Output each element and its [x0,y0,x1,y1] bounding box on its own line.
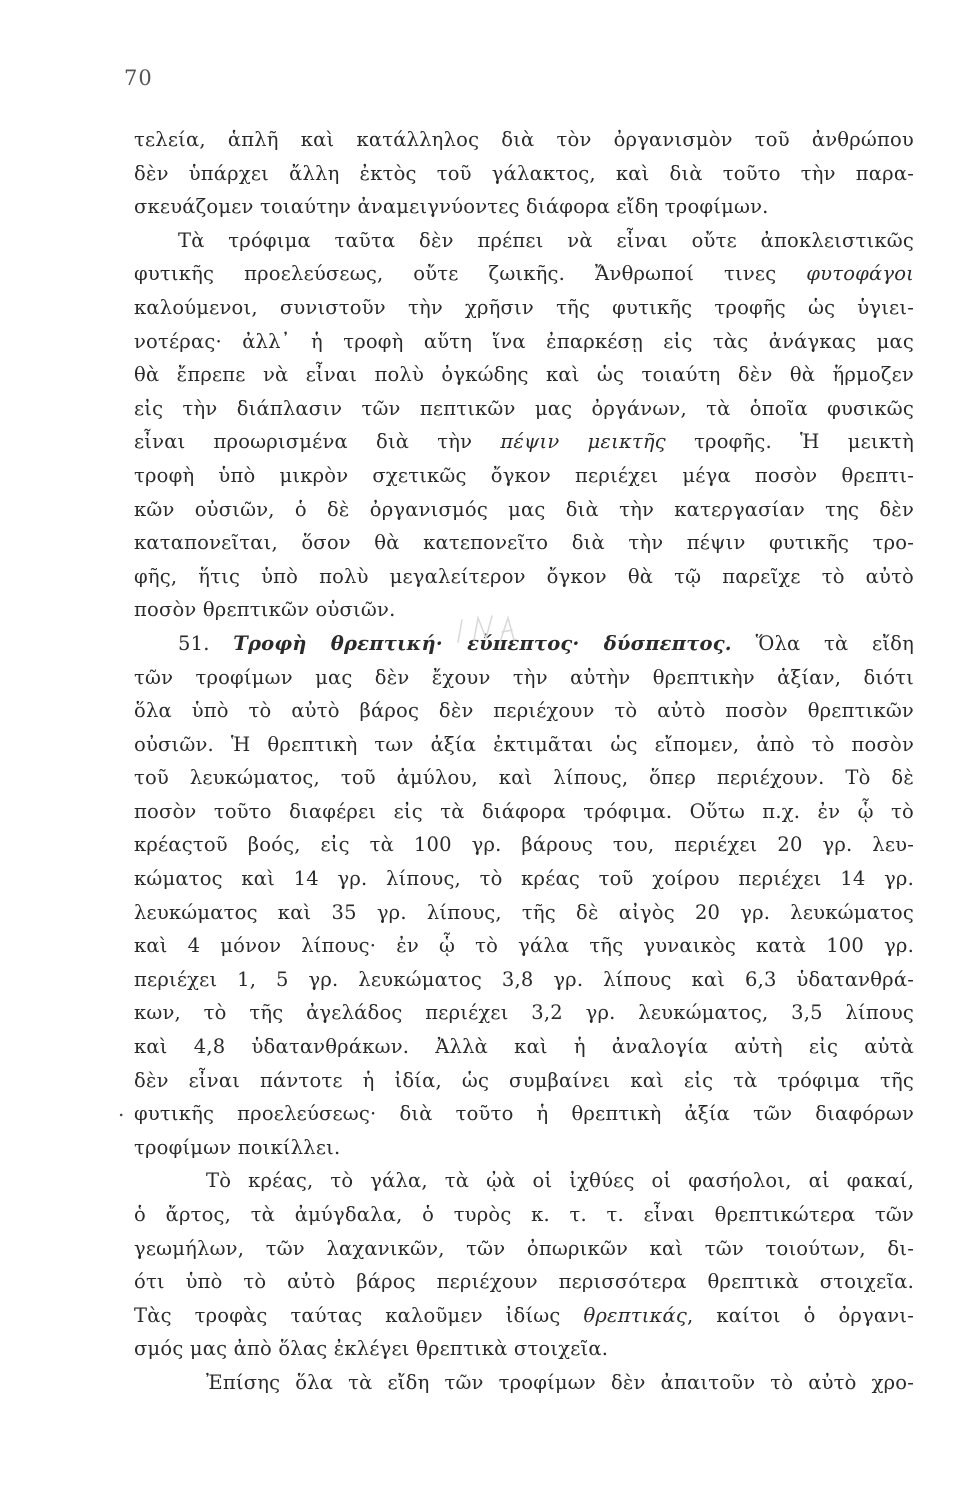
paragraph-start-line: Ἐπίσης ὅλα τὰ εἴδη τῶν τροφίμων δὲν ἀπαιτοῦν τὸ αὐτὸ χρο- [206,1370,914,1394]
text-line: δὲν εἶναι πάντοτε ἡ ἰδία, ὡς συμβαίνει καὶ εἰς τὰ τρόφιμα τῆς [134,1068,914,1092]
page-number: 70 [124,66,153,90]
text-line: δὲν ὑπάρχει ἄλλη ἐκτὸς τοῦ γάλακτος, καὶ διὰ τοῦτο τὴν παρα- [134,161,914,185]
text-line: οὐσιῶν. Ἡ θρεπτικὴ των ἀξία ἐκτιμᾶται ὡς εἴπομεν, ἀπὸ τὸ ποσὸν [134,732,914,756]
text-line: εἰς τὴν διάπλασιν τῶν πεπτικῶν μας ὀργάνων, τὰ ὁποῖα φυσικῶς [134,396,914,420]
text-line: ποσὸν θρεπτικῶν οὐσιῶν. [134,598,396,622]
italic-term: θρεπτικάς [583,1303,688,1327]
text-line: σμός μας ἀπὸ ὅλας ἐκλέγει θρεπτικὰ στοιχεῖα. [134,1337,609,1361]
text-line: κρέαςτοῦ βοός, εἰς τὰ 100 γρ. βάρους του, περιέχει 20 γρ. λευ- [134,833,914,857]
text-line: κῶν οὐσιῶν, ὁ δὲ ὀργανισμός μας διὰ τὴν κατεργασίαν της δὲν [134,497,914,521]
text-segment: εἶναι προωρισμένα διὰ τὴν [134,430,501,454]
italic-term: πέψιν μεικτῆς [500,430,666,454]
text-line: ότι ὑπὸ τὸ αὐτὸ βάρος περιέχουν περισσότερα θρεπτικὰ στοιχεῖα. [134,1270,914,1294]
paragraph-start-line: Τὸ κρέας, τὸ γάλα, τὰ ᾠὰ οἱ ἰχθύες οἱ φασήολοι, αἱ φακαί, [206,1169,914,1193]
text-line: ὁ ἄρτος, τὰ ἀμύγδαλα, ὁ τυρὸς κ. τ. τ. εἶναι θρεπτικώτερα τῶν [134,1203,914,1226]
text-line: ὅλα ὑπὸ τὸ αὐτὸ βάρος δὲν περιέχουν τὸ αὐτὸ ποσὸν θρεπτικῶν [134,699,914,723]
text-line: τροφίμων ποικίλλει. [134,1135,341,1159]
text-line: ποσὸν τοῦτο διαφέρει εἰς τὰ διάφορα τρόφιμα. Οὕτω π.χ. ἐν ᾧ τὸ [134,799,914,823]
text-line: φυτικῆς προελεύσεως· διὰ τοῦτο ἡ θρεπτικὴ ἀξία τῶν διαφόρων [134,1102,914,1126]
text-line: γεωμήλων, τῶν λαχανικῶν, τῶν ὀπωρικῶν καὶ τῶν τοιούτων, δι- [134,1236,914,1260]
text-line: καταπονεῖται, ὅσον θὰ κατεπονεῖτο διὰ τὴν πέψιν φυτικῆς τρο- [134,531,914,555]
text-line: τροφὴ ὑπὸ μικρὸν σχετικῶς ὄγκον περιέχει μέγα ποσὸν θρεπτι- [134,463,914,487]
text-line: τοῦ λευκώματος, τοῦ ἀμύλου, καὶ λίπους, ὅπερ περιέχουν. Τὸ δὲ [134,766,914,790]
text-line: τῶν τροφίμων μας δὲν ἔχουν τὴν αὐτὴν θρεπτικὴν ἀξίαν, διότι [134,665,914,689]
body-text [134,123,914,1400]
text-line [134,425,914,459]
text-segment: Ὅλα τὰ εἴδη [731,631,914,655]
text-segment: Τὰς τροφὰς ταύτας καλοῦμεν ἰδίως [134,1303,584,1327]
text-segment: τροφῆς. Ἡ μεικτὴ [665,430,914,454]
text-segment: φυτικῆς προελεύσεως, οὔτε ζωικῆς. Ἄνθρωποί τινες [134,262,807,286]
text-line: περιέχει 1, 5 γρ. λευκώματος 3,8 γρ. λίπους καὶ 6,3 ὑδατανθρά- [134,967,914,991]
text-line [134,1299,914,1333]
text-line: καλούμενοι, συνιστοῦν τὴν χρῆσιν τῆς φυτικῆς τροφῆς ὡς ὑγιει- [134,295,914,319]
text-line: κώματος καὶ 14 γρ. λίπους, τὸ κρέας τοῦ χοίρου περιέχει 14 γρ. [134,867,914,891]
text-line: φῆς, ἥτις ὑπὸ πολὺ μεγαλείτερον ὄγκον θὰ τῷ παρεῖχε τὸ αὐτὸ [134,564,914,588]
text-line: σκευάζομεν τοιαύτην ἀναμειγνύοντες διάφορα εἴδη τροφίμων. [134,195,769,219]
text-line: νοτέρας· ἀλλ᾿ ἡ τροφὴ αὕτη ἵνα ἐπαρκέσῃ εἰς τὰς ἀνάγκας μας [134,329,914,353]
margin-dot: . [118,1097,125,1121]
italic-term: φυτοφάγοι [806,262,914,286]
text-line: λευκώματος καὶ 35 γρ. λίπους, τῆς δὲ αἰγὸς 20 γρ. λευκώματος [134,900,914,924]
text-line: θὰ ἔπρεπε νὰ εἶναι πολὺ ὀγκώδης καὶ ὡς τοιαύτη δὲν θὰ ἥρμοζεν [134,363,914,387]
section-number: 51. [178,631,234,655]
paragraph-start-line: Τὰ τρόφιμα ταῦτα δὲν πρέπει νὰ εἶναι οὔτε ἀποκλειστικῶς [178,228,914,252]
section-title: Τροφὴ θρεπτική· εὔπεπτος· δύσπεπτος. [233,631,732,655]
section-heading-line [134,627,914,661]
text-line: καὶ 4 μόνον λίπους· ἐν ᾧ τὸ γάλα τῆς γυναικὸς κατὰ 100 γρ. [134,934,914,958]
text-line: κων, τὸ τῆς ἀγελάδος περιέχει 3,2 γρ. λευκώματος, 3,5 λίπους [134,1001,914,1025]
text-line: καὶ 4,8 ὑδατανθράκων. Ἀλλὰ καὶ ἡ ἀναλογία αὐτὴ εἰς αὐτὰ [134,1035,914,1059]
text-segment: , καίτοι ὁ ὀργανι- [687,1303,914,1327]
text-line: τελεία, ἁπλῆ καὶ κατάλληλος διὰ τὸν ὀργανισμὸν τοῦ ἀνθρώπου [134,128,914,151]
pencil-annotation-mark [452,612,522,648]
text-line [134,257,914,291]
